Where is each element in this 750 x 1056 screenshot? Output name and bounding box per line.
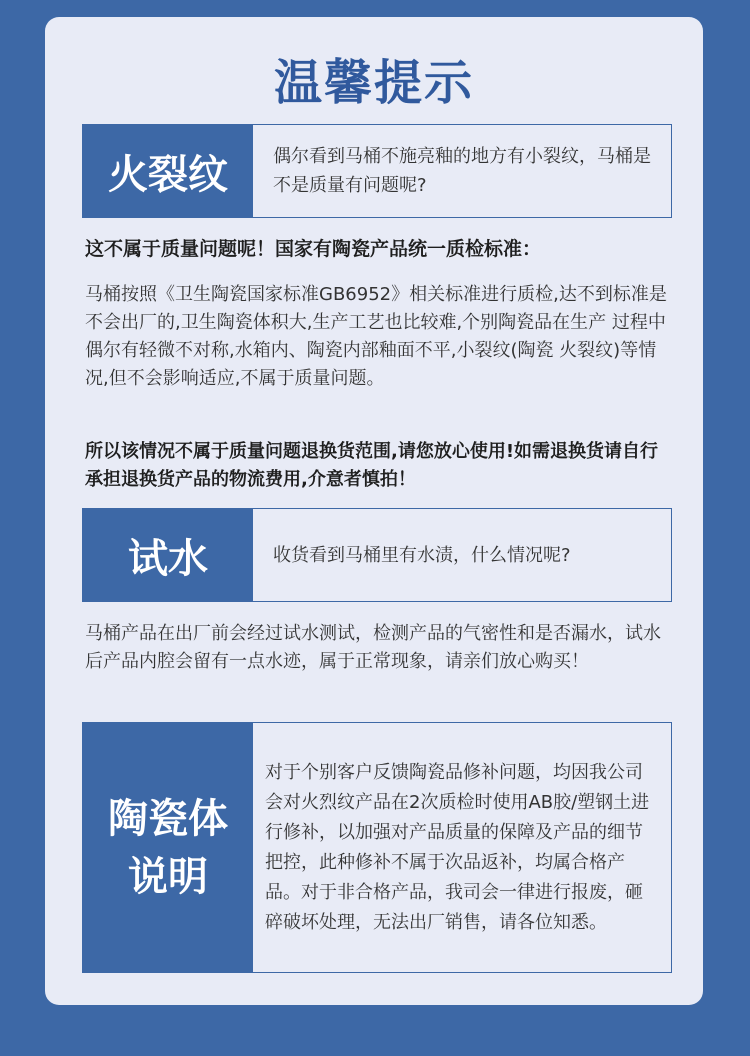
crack-answer-body: 马桶按照《卫生陶瓷国家标准GB6952》相关标准进行质检,达不到标准是不会出厂的,卫生陶瓷体积大,生产工艺也比较难,个别陶瓷品在生产 过程中偶尔有轻微不对称,水箱内、陶瓷内部釉面不平,小裂纹(陶瓷 火裂纹)等情况,但不会影响适应,不属于质量问题。 bbox=[85, 284, 667, 389]
ceramic-note-text: 对于个别客户反馈陶瓷品修补问题，均因我公司会对火烈纹产品在2次质检时使用AB胶/塑钢土进行修补，以加强对产品质量的保障及产品的细节把控，此种修补不属于次品返补，均属合格产品。对于非合格产品，我司会一律进行报废，砸碎破坏处理，无法出厂销售，请各位知悉。 bbox=[265, 761, 650, 933]
notice-card bbox=[45, 17, 703, 1005]
water-test-question: 收货看到马桶里有水渍，什么情况呢? bbox=[273, 544, 571, 566]
crack-answer-heading: 这不属于质量问题呢！国家有陶瓷产品统一质检标准： bbox=[85, 238, 542, 260]
crack-question-box bbox=[82, 124, 672, 218]
crack-question: 偶尔看到马桶不施亮釉的地方有小裂纹，马桶是不是质量有问题呢? bbox=[273, 146, 651, 196]
water-test-answer: 马桶产品在出厂前会经过试水测试，检测产品的气密性和是否漏水，试水后产品内腔会留有一点水迹，属于正常现象，请亲们放心购买！ bbox=[85, 623, 661, 672]
page-title: 温馨提示 bbox=[273, 55, 474, 111]
crack-label: 火裂纹 bbox=[83, 125, 253, 217]
water-test-question-box bbox=[82, 508, 672, 602]
crack-return-note: 所以该情况不属于质量问题退换货范围,请您放心使用!如需退换货请自行承担退换货产品的物流费用,介意者慎拍！ bbox=[85, 441, 659, 490]
water-test-label: 试水 bbox=[83, 509, 253, 601]
ceramic-note-label: 陶瓷体说明 bbox=[83, 723, 253, 972]
ceramic-note-box bbox=[82, 722, 672, 973]
